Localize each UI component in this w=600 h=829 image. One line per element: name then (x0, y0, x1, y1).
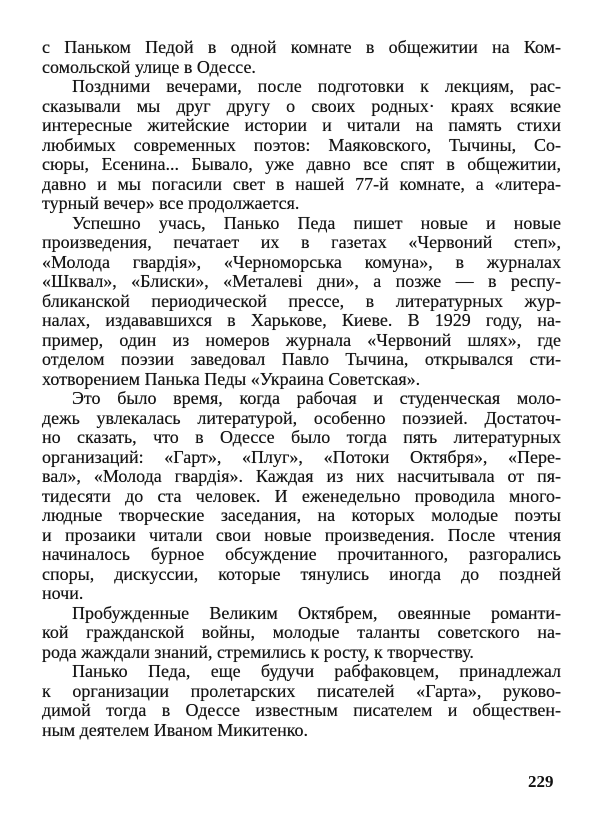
paragraph (42, 38, 561, 77)
text-line: интересные житейские истории и читали на память стихи (42, 115, 561, 135)
page-body-text (42, 38, 561, 740)
text-line: людные творческие заседания, на которых молодые поэты (42, 505, 561, 525)
text-line: и прозаики читали свои новые произведения. После чтения (42, 524, 561, 545)
paragraph (42, 214, 561, 390)
text-line: ным деятелем Иваном Микитенко. (42, 719, 309, 740)
text-line: с Паньком Педой в одной комнате в общежитии на Ком- (42, 37, 561, 57)
text-line: хотворением Панька Педы «Украина Советская». (42, 368, 421, 389)
paragraph (42, 77, 561, 214)
text-line: давно и мы погасили свет в нашей 77-й комнате, а «литера- (42, 173, 561, 194)
text-line: к организации пролетарских писателей «Гарта», руково- (42, 680, 561, 701)
text-line: Это было время, когда рабочая и студенческая моло- (72, 388, 561, 408)
text-line: дежь увлекалась литературой, особенно поэзией. Достаточ- (42, 407, 561, 428)
text-line: ночи. (42, 583, 84, 603)
text-line: сказывали мы друг другу о своих родных· краях всякие (42, 95, 561, 116)
text-line: Поздними вечерами, после подготовки к лекциям, рас- (72, 76, 561, 96)
text-line: сюры, Есенина... Бывало, уже давно все спят в общежитии, (42, 154, 561, 174)
text-line: бликанской периодической прессе, в литературных жур- (42, 290, 561, 311)
text-line: отделом поэзии заведовал Павло Тычина, открывался сти- (42, 349, 561, 369)
text-line: налах, издававшихся в Харькове, Киеве. В 1929 году, на- (42, 310, 561, 330)
text-line: организаций: «Гарт», «Плуг», «Потоки Октября», «Пере- (42, 446, 561, 467)
text-line: любимых современных поэтов: Маяковского, Тычины, Со- (42, 134, 561, 155)
text-line: пример, один из номеров журнала «Червоний шлях», где (42, 329, 561, 350)
text-line: «Шквал», «Блиски», «Металеві дни», а позже — в респу- (42, 271, 561, 291)
paragraph (42, 604, 561, 663)
text-line: Пробужденные Великим Октябрем, овеянные романти- (72, 602, 561, 623)
text-line: начиналось бурное обсуждение прочитанного, разгорались (42, 544, 561, 564)
text-line: Успешно учась, Панько Педа пишет новые и новые (72, 212, 561, 233)
paragraph (42, 662, 561, 740)
text-line: тидесяти до ста человек. И еженедельно проводила много- (42, 485, 561, 506)
page-number: 229 (528, 772, 554, 791)
text-line: вал», «Молода гвардія». Каждая из них насчитывала от пя- (42, 466, 561, 486)
text-line: кой гражданской войны, молодые таланты советского на- (42, 622, 561, 642)
text-line: сомольской улице в Одессе. (42, 56, 256, 77)
text-line: димой тогда в Одессе известным писателем и обществен- (42, 700, 561, 720)
text-line: но сказать, что в Одессе было тогда пять литературных (42, 427, 561, 447)
text-line: турный вечер» все продолжается. (42, 193, 300, 213)
text-line: Панько Педа, еще будучи рабфаковцем, принадлежал (72, 661, 561, 681)
paragraph (42, 389, 561, 604)
text-line: рода жаждали знаний, стремились к росту, к творчеству. (42, 641, 474, 662)
text-line: произведения, печатает их в газетах «Червоний степ», (42, 232, 561, 252)
text-line: «Молода гвардія», «Черноморська комуна», в журналах (42, 251, 561, 272)
text-line: споры, дискуссии, которые тянулись иногда до поздней (42, 563, 561, 584)
